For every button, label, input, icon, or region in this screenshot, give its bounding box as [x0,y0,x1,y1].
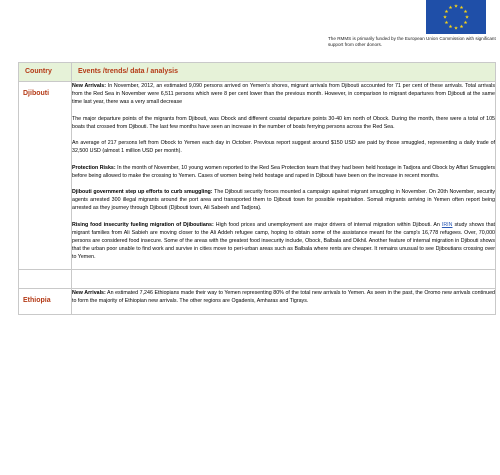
paragraph-text: The major departure points of the migrants from Djibouti, was Obock and different coastal departure points 30-40 km north of Obock. During the month, there were a total of 105 boats that crossed from Djibouti. The last few months have seen an increase in the number of boats ferrying persons across the Red Sea. [72,115,495,130]
funding-note: The RMMS is primarily funded by the European Union Commission with significant support from other donors. [328,36,496,47]
header-events: Events /trends/ data / analysis [78,68,178,75]
paragraph [72,139,495,155]
irin-link[interactable]: IRIN [441,221,453,228]
spacer-row [19,270,496,289]
country-cell [19,82,72,270]
paragraph-text: High food prices and unemployment are major drivers of internal migration within Djibouti. An [213,221,442,228]
paragraph-text: An average of 217 persons left from Obock to Yemen each day in October. Previous report suggest around $150 USD are paid by those smuggled, representing a daily trade of 32,500 USD (almost 1 million USD per month). [72,140,495,154]
spacer-cell [72,270,496,289]
events-cell [72,82,496,270]
paragraph [72,188,495,212]
country-cell [19,289,72,315]
header-events-cell [72,63,496,82]
paragraph [72,164,495,180]
table-header-row [19,63,496,82]
paragraph-lead: Rising food insecurity fueling migration of Djiboutians: [72,221,214,228]
paragraph-text: In November, 2012, an estimated 9,090 persons arrived on Yemen's shores, migrant arrivals from Djibouti accounted for 71 per cent of these arrivals. Total arrivals from the Red Sea in November were 6,511 persons which were 8 per cent lower than the previous month. However, in comparison to migrant departures from Djibouti at the same time last year, there was a very small decrease [72,83,495,105]
header-country-cell [19,63,72,82]
paragraph [72,82,495,106]
paragraph-lead: New Arrivals: [72,83,106,89]
table-row [19,289,496,315]
country-name: Ethiopia [23,297,51,304]
events-table [18,62,496,315]
paragraph-text: An estimated 7,246 Ethiopians made their way to Yemen representing 80% of the total new arrivals to Yemen. As seen in the past, the Oromo new arrivals continued to form the majority of Ethiopian new arrivals. The other regions are Ogadenis, Amharas and Tigrays. [72,290,495,304]
spacer-cell [19,270,72,289]
paragraph-text: The Djibouti security forces mounted a campaign against migrant smuggling in November. On 20th November, security agents arrested 300 illegal migrants around the port area and transported them to Djibouti town for possible repatriation. Somali migrants arriving in Yemen often report being arrested as they journey through Djibouti (Djibouti town, Ali Sabeeh and Tadjora). [72,189,495,211]
paragraph-text: study shows that migrant families from Ali Sabieh are moving closer to the Ali Addeh refugee camp, hoping to obtain some of the assistance meant for the camp's 16,778 refugees. Over, 70,000 persons are considered food insecure. Some of the areas with the greatest food insecurity include, Obock, Balbala and Dikhil. Another feature of internal migration in Djibouti shows that the urban poor unable to find work and survive in cities move to peri-urban areas such as Balbala where rents are cheaper. It remains unusual to see Djiboutians crossing over to Yemen. [72,221,495,260]
eu-flag-logo [426,0,486,34]
paragraph-lead: New Arrivals: [72,290,106,296]
paragraph-lead: Protection Risks: [72,164,116,171]
table-row [19,82,496,270]
events-cell [72,289,496,315]
paragraph [72,115,495,131]
paragraph [72,221,495,261]
country-name: Djibouti [23,90,50,97]
paragraph-lead: Djibouti government step up efforts to curb smuggling: [72,189,213,195]
header-country: Country [25,68,52,75]
paragraph-text: In the month of November, 10 young women reported to the Red Sea Protection team that they had been held hostage in Tadjora and Obock by Affari Smugglers before being allowed to make the crossing to Yemen. Cases of women being held hostage and raped in Djibouti have been on the increase in recent months. [72,164,495,179]
paragraph [72,289,495,305]
